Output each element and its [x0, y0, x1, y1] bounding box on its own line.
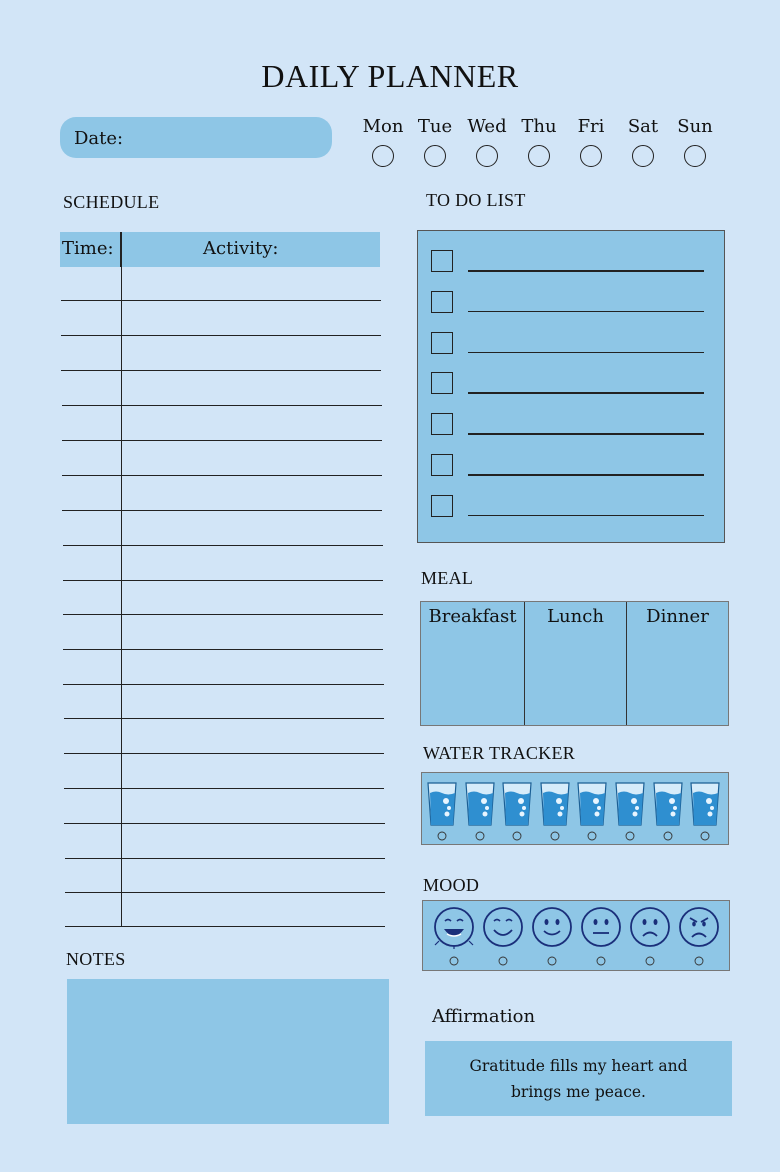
schedule-row-line[interactable]	[64, 788, 384, 789]
header-divider	[120, 232, 122, 267]
activity-header: Activity:	[203, 238, 279, 259]
affirmation-heading: Affirmation	[432, 1006, 536, 1027]
schedule-row-line[interactable]	[62, 510, 382, 511]
affirmation-box	[425, 1041, 732, 1116]
todo-checkbox[interactable]	[431, 372, 453, 394]
schedule-row-line[interactable]	[63, 649, 383, 650]
day-fri[interactable]	[565, 116, 617, 167]
schedule-row-line[interactable]	[64, 753, 384, 754]
page-title: DAILY PLANNER	[261, 58, 519, 94]
water-glass-icon[interactable]	[614, 781, 646, 843]
day-label: Fri	[577, 116, 605, 137]
todo-line[interactable]	[468, 392, 704, 394]
schedule-row-line[interactable]	[63, 614, 383, 615]
schedule-row-line[interactable]	[61, 370, 381, 371]
todo-checkbox[interactable]	[431, 454, 453, 476]
day-label: Wed	[467, 116, 507, 137]
day-label: Sat	[627, 116, 659, 137]
angry-face-icon[interactable]	[678, 907, 720, 967]
grinning-face-icon[interactable]	[482, 907, 524, 967]
todo-heading: TO DO LIST	[426, 190, 526, 210]
todo-item	[431, 413, 716, 439]
day-circle[interactable]	[580, 145, 602, 167]
day-circle[interactable]	[684, 145, 706, 167]
notes-heading: NOTES	[66, 949, 126, 969]
schedule-row-line[interactable]	[63, 545, 383, 546]
water-heading: WATER TRACKER	[423, 743, 576, 763]
schedule-row-line[interactable]	[62, 440, 382, 441]
schedule-row-line[interactable]	[63, 580, 383, 581]
meal-label: Breakfast	[428, 606, 517, 627]
notes-area[interactable]	[67, 979, 389, 1124]
todo-item	[431, 372, 716, 398]
water-glass-icon[interactable]	[652, 781, 684, 843]
meal-heading: MEAL	[421, 568, 474, 588]
day-sat[interactable]	[617, 116, 669, 167]
meal-label: Dinner	[646, 606, 709, 627]
laughing-face-icon[interactable]	[433, 907, 475, 967]
todo-item	[431, 332, 716, 358]
schedule-row-line[interactable]	[64, 718, 384, 719]
date-field[interactable]	[60, 117, 332, 158]
todo-checkbox[interactable]	[431, 250, 453, 272]
meal-table	[420, 601, 729, 726]
day-sun[interactable]	[669, 116, 721, 167]
day-circle[interactable]	[632, 145, 654, 167]
day-label: Mon	[362, 116, 404, 137]
date-label: Date:	[74, 128, 124, 149]
todo-checkbox[interactable]	[431, 332, 453, 354]
schedule-header	[60, 232, 380, 267]
todo-item	[431, 454, 716, 480]
day-mon[interactable]	[357, 116, 409, 167]
schedule-row-line[interactable]	[62, 475, 382, 476]
schedule-row-line[interactable]	[62, 405, 382, 406]
day-selector	[356, 116, 726, 172]
todo-line[interactable]	[468, 311, 704, 313]
schedule-row-line[interactable]	[61, 335, 381, 336]
neutral-face-icon[interactable]	[580, 907, 622, 967]
water-glass-icon[interactable]	[426, 781, 458, 843]
schedule-heading: SCHEDULE	[63, 192, 160, 212]
meal-label: Lunch	[547, 606, 604, 627]
day-label: Sun	[677, 116, 713, 137]
schedule-row-line[interactable]	[61, 300, 381, 301]
day-label: Thu	[521, 116, 557, 137]
mood-heading: MOOD	[423, 875, 480, 895]
todo-line[interactable]	[468, 515, 704, 517]
todo-item	[431, 291, 716, 317]
mood-tracker	[422, 900, 730, 971]
todo-list	[417, 230, 725, 543]
todo-line[interactable]	[468, 352, 704, 354]
todo-line[interactable]	[468, 433, 704, 435]
day-circle[interactable]	[424, 145, 446, 167]
smiling-face-icon[interactable]	[531, 907, 573, 967]
meal-dinner[interactable]	[627, 602, 728, 725]
todo-line[interactable]	[468, 474, 704, 476]
day-label: Tue	[417, 116, 453, 137]
todo-checkbox[interactable]	[431, 291, 453, 313]
water-glass-icon[interactable]	[689, 781, 721, 843]
sad-face-icon[interactable]	[629, 907, 671, 967]
todo-item	[431, 250, 716, 276]
time-header: Time:	[62, 238, 114, 259]
meal-lunch[interactable]	[525, 602, 627, 725]
todo-checkbox[interactable]	[431, 495, 453, 517]
todo-checkbox[interactable]	[431, 413, 453, 435]
day-circle[interactable]	[372, 145, 394, 167]
schedule-row-line[interactable]	[64, 823, 384, 824]
meal-breakfast[interactable]	[421, 602, 525, 725]
schedule-row-line[interactable]	[63, 684, 383, 685]
schedule-row-line[interactable]	[65, 892, 385, 893]
todo-item	[431, 495, 716, 521]
schedule-column-divider	[121, 267, 122, 927]
day-wed[interactable]	[461, 116, 513, 167]
schedule-row-line[interactable]	[65, 858, 385, 859]
water-glass-icon[interactable]	[501, 781, 533, 843]
day-thu[interactable]	[513, 116, 565, 167]
schedule-row-line[interactable]	[65, 926, 385, 927]
affirmation-text: Gratitude fills my heart and brings me peace.	[469, 1057, 688, 1101]
water-tracker	[421, 772, 729, 845]
water-glass-icon[interactable]	[576, 781, 608, 843]
day-circle[interactable]	[476, 145, 498, 167]
day-circle[interactable]	[528, 145, 550, 167]
water-glass-icon[interactable]	[539, 781, 571, 843]
day-tue[interactable]	[409, 116, 461, 167]
todo-line[interactable]	[468, 270, 704, 272]
water-glass-icon[interactable]	[464, 781, 496, 843]
